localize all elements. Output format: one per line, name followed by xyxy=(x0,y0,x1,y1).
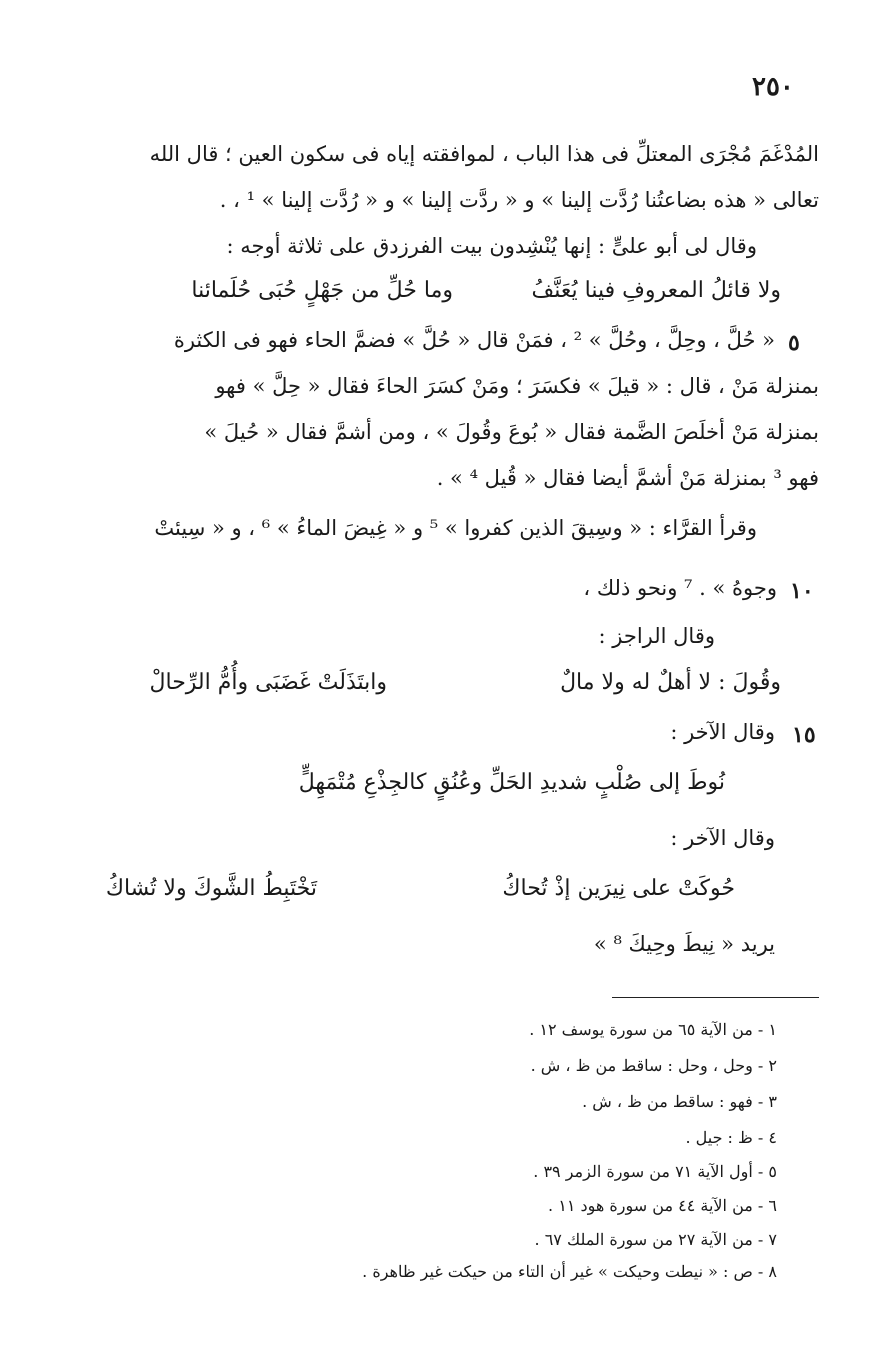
line-number-15: ١٥ xyxy=(792,722,816,748)
verse-2-second-hemistich: وقُولَ : لا أهلٌ له ولا مالٌ xyxy=(560,670,781,695)
verse-1-first-hemistich: وما حُلِّ من جَهْلٍ حُبَى حُلَمائنا xyxy=(191,278,453,303)
text-line-17: يريد « نِيطَ وحِيكَ ⁸ » xyxy=(593,932,775,956)
text-line-6: بمنزلة مَنْ ، قال : « قيلَ » فكسَرَ ؛ ومَنْ كسَرَ الحاءَ فقال « حِلَّ » فهو xyxy=(215,374,819,398)
footnote-3: ٣ - فهو : ساقط من ظ ، ش . xyxy=(582,1092,777,1111)
text-line-7: بمنزلة مَنْ أخلَصَ الضَّمة فقال « بُوعَ وقُولَ » ، ومن أشمَّ فقال « حُيلَ » xyxy=(204,420,819,444)
footnote-7: ٧ - من الآية ٢٧ من سورة الملك ٦٧ . xyxy=(534,1230,777,1249)
footnote-6: ٦ - من الآية ٤٤ من سورة هود ١١ . xyxy=(548,1196,777,1215)
text-line-5: « حُلَّ ، وحِلَّ ، وحُلَّ » ² ، فمَنْ قال « حُلَّ » فضمَّ الحاء فهو فى الكثرة xyxy=(173,328,775,352)
page-number: ٢٥٠ xyxy=(752,72,794,102)
text-line-8: فهو ³ بمنزلة مَنْ أشمَّ أيضا فقال « قُيل ⁴ » . xyxy=(436,466,819,490)
footnote-8: ٨ - ص : « نيطت وحيكت » غير أن التاء من حيكت غير ظاهرة . xyxy=(362,1262,777,1281)
verse-2-first-hemistich: وابتَذَلَتْ غَضَبَى وأُمُّ الرِّحالْ xyxy=(149,670,387,695)
text-line-11: وقال الراجز : xyxy=(598,624,715,648)
text-line-3: وقال لى أبو علىٍّ : إنها يُنْشِدون بيت الفرزدق على ثلاثة أوجه : xyxy=(226,234,757,258)
text-line-15: وقال الآخر : xyxy=(670,826,775,850)
footnote-separator xyxy=(612,997,819,998)
line-number-5: ٥ xyxy=(788,330,800,356)
footnote-2: ٢ - وحل ، وحل : ساقط من ظ ، ش . xyxy=(530,1056,777,1075)
verse-4-first-hemistich: حُوكَتْ على نِيرَين إذْ تُحاكُ xyxy=(502,876,735,901)
verse-1-second-hemistich: ولا قائلُ المعروفِ فينا يُعَنَّفُ xyxy=(531,278,781,303)
text-line-1: المُدْغَمَ مُجْرَى المعتلِّ فى هذا الباب ، لموافقته إياه فى سكون العين ؛ قال الله xyxy=(149,142,819,166)
verse-4-second-hemistich: تَخْتَبِطُ الشَّوكَ ولا تُشاكُ xyxy=(105,876,317,901)
footnote-1: ١ - من الآية ٦٥ من سورة يوسف ١٢ . xyxy=(529,1020,777,1039)
text-line-13: وقال الآخر : xyxy=(670,720,775,744)
verse-3: نُوطَ إلى صُلْبٍ شديدِ الحَلِّ وعُنُقٍ كالجِذْعِ مُتْمَهِلٍّ xyxy=(298,770,725,795)
footnote-4: ٤ - ظ : جيل . xyxy=(685,1128,777,1147)
line-number-10: ١٠ xyxy=(790,578,814,604)
footnote-5: ٥ - أول الآية ٧١ من سورة الزمر ٣٩ . xyxy=(533,1162,777,1181)
text-line-9: وقرأ القرَّاء : « وسِيقَ الذين كفروا » ⁵ و « غِيضَ الماءُ » ⁶ ، و « سِيئتْ xyxy=(154,516,757,540)
text-line-2: تعالى « هذه بضاعتُنا رُدَّت إلينا » و « ردَّت إلينا » و « رُدَّت إلينا » ¹ ، . xyxy=(219,188,819,212)
text-line-10: وجوهُ » . ⁷ ونحو ذلك ، xyxy=(583,576,777,600)
